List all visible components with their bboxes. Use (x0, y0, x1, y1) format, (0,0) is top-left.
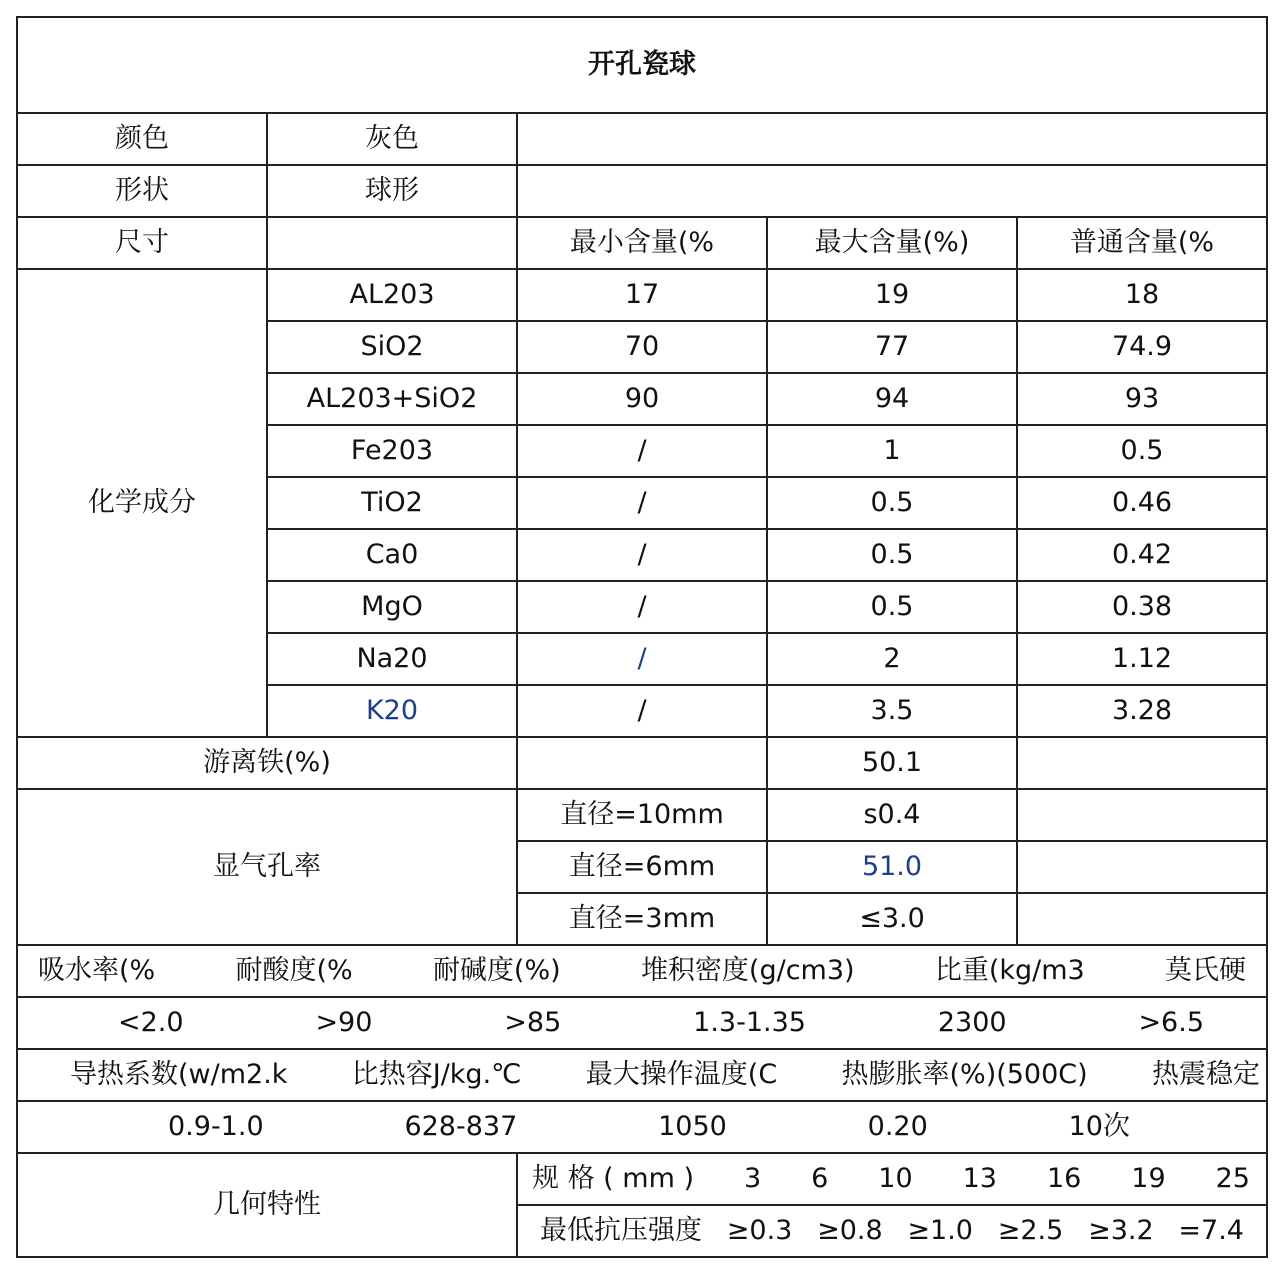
physical-props-value-row (17, 997, 1267, 1049)
chem-max: 2 (767, 633, 1017, 685)
chem-composition-label: 化学成分 (17, 269, 267, 737)
physical-props-header-row (17, 945, 1267, 997)
max-operating-temp-value: 1050 (658, 1111, 727, 1143)
porosity-label: 显气孔率 (17, 789, 517, 945)
chem-max: 3.5 (767, 685, 1017, 737)
max-operating-temp-header: 最大操作温度(C (585, 1059, 778, 1091)
porosity-diameter: 直径=3mm (517, 893, 767, 945)
chem-min: / (517, 581, 767, 633)
strength-row (517, 1205, 1267, 1257)
spec-size: 16 (1046, 1163, 1082, 1195)
acid-resistance-header: 耐酸度(% (235, 955, 353, 987)
empty-cell (267, 217, 517, 269)
typical-content-header: 普通含量(% (1017, 217, 1267, 269)
empty-cell (1017, 841, 1267, 893)
chem-min: 90 (517, 373, 767, 425)
chem-typical: 93 (1017, 373, 1267, 425)
water-absorption-value: <2.0 (118, 1007, 184, 1039)
specific-gravity-header: 比重(kg/m3 (934, 955, 1085, 987)
chem-name: AL203 (267, 269, 517, 321)
chem-min: / (517, 529, 767, 581)
geometry-label: 几何特性 (17, 1153, 517, 1257)
specific-heat-header: 比热容J/kg.℃ (351, 1059, 522, 1091)
chem-typical: 0.5 (1017, 425, 1267, 477)
spec-size: 3 (743, 1163, 762, 1195)
thermal-conductivity-header: 导热系数(w/m2.k (70, 1059, 288, 1091)
strength-value: ≥1.0 (907, 1215, 973, 1247)
chem-min: 70 (517, 321, 767, 373)
chem-max: 1 (767, 425, 1017, 477)
chem-name: Fe203 (267, 425, 517, 477)
chem-max: 0.5 (767, 581, 1017, 633)
chem-typical: 3.28 (1017, 685, 1267, 737)
table-title: 开孔瓷球 (17, 17, 1267, 113)
thermal-expansion-header: 热膨胀率(%)(500C) (841, 1059, 1088, 1091)
mohs-hardness-header: 莫氏硬 (1165, 955, 1246, 987)
porosity-value: 51.0 (767, 841, 1017, 893)
shape-value: 球形 (267, 165, 517, 217)
chem-typical: 74.9 (1017, 321, 1267, 373)
chem-min: / (517, 477, 767, 529)
color-value: 灰色 (267, 113, 517, 165)
chem-max: 0.5 (767, 529, 1017, 581)
spec-size: 13 (962, 1163, 997, 1195)
spec-size-row (517, 1153, 1267, 1205)
chem-name: SiO2 (267, 321, 517, 373)
chem-max: 77 (767, 321, 1017, 373)
bulk-density-header: 堆积密度(g/cm3) (640, 955, 855, 987)
mohs-hardness-value: >6.5 (1138, 1007, 1204, 1039)
chem-min: / (517, 685, 767, 737)
water-absorption-header: 吸水率(% (38, 955, 156, 987)
chem-typical: 0.46 (1017, 477, 1267, 529)
porosity-value: s0.4 (767, 789, 1017, 841)
chem-max: 0.5 (767, 477, 1017, 529)
free-iron-label: 游离铁(%) (17, 737, 517, 789)
size-label: 尺寸 (17, 217, 267, 269)
porosity-diameter: 直径=10mm (517, 789, 767, 841)
spec-size: 10 (878, 1163, 913, 1195)
spec-label: 规 格 ( mm ) (532, 1163, 694, 1195)
thermal-shock-value: 10次 (1068, 1111, 1130, 1143)
thermal-props-value-row (17, 1101, 1267, 1153)
chem-max: 19 (767, 269, 1017, 321)
strength-value: ≥0.8 (817, 1215, 883, 1247)
empty-cell (517, 165, 1267, 217)
strength-value: ≥3.2 (1088, 1215, 1154, 1247)
acid-resistance-value: >90 (315, 1007, 373, 1039)
spec-size: 25 (1215, 1163, 1250, 1195)
strength-value: ≥2.5 (997, 1215, 1064, 1247)
thermal-expansion-value: 0.20 (867, 1111, 928, 1143)
empty-cell (1017, 893, 1267, 945)
free-iron-value: 50.1 (767, 737, 1017, 789)
strength-value: ≥0.3 (726, 1215, 793, 1247)
min-content-header: 最小含量(% (517, 217, 767, 269)
chem-min: / (517, 425, 767, 477)
chem-max: 94 (767, 373, 1017, 425)
spec-size: 19 (1131, 1163, 1166, 1195)
chem-min: / (517, 633, 767, 685)
shape-label: 形状 (17, 165, 267, 217)
chem-typical: 0.38 (1017, 581, 1267, 633)
color-label: 颜色 (17, 113, 267, 165)
specific-gravity-value: 2300 (937, 1007, 1007, 1039)
max-content-header: 最大含量(%) (767, 217, 1017, 269)
thermal-conductivity-value: 0.9-1.0 (168, 1111, 264, 1143)
empty-cell (517, 737, 767, 789)
empty-cell (1017, 789, 1267, 841)
chem-name: Ca0 (267, 529, 517, 581)
alkali-resistance-header: 耐碱度(%) (432, 955, 561, 987)
porosity-diameter: 直径=6mm (517, 841, 767, 893)
chem-typical: 1.12 (1017, 633, 1267, 685)
empty-cell (1017, 737, 1267, 789)
spec-size: 6 (811, 1163, 829, 1195)
chem-typical: 18 (1017, 269, 1267, 321)
strength-value: =7.4 (1178, 1215, 1244, 1247)
thermal-shock-header: 热震稳定 (1152, 1059, 1260, 1091)
strength-label: 最低抗压强度 (540, 1215, 702, 1247)
chem-name: AL203+SiO2 (267, 373, 517, 425)
spec-table (16, 16, 1268, 1258)
thermal-props-header-row (17, 1049, 1267, 1101)
specific-heat-value: 628-837 (404, 1111, 518, 1143)
chem-name: K20 (267, 685, 517, 737)
empty-cell (517, 113, 1267, 165)
alkali-resistance-value: >85 (504, 1007, 562, 1039)
chem-typical: 0.42 (1017, 529, 1267, 581)
chem-name: Na20 (267, 633, 517, 685)
chem-min: 17 (517, 269, 767, 321)
porosity-value: ≤3.0 (767, 893, 1017, 945)
bulk-density-value: 1.3-1.35 (693, 1007, 806, 1039)
chem-name: MgO (267, 581, 517, 633)
chem-name: TiO2 (267, 477, 517, 529)
